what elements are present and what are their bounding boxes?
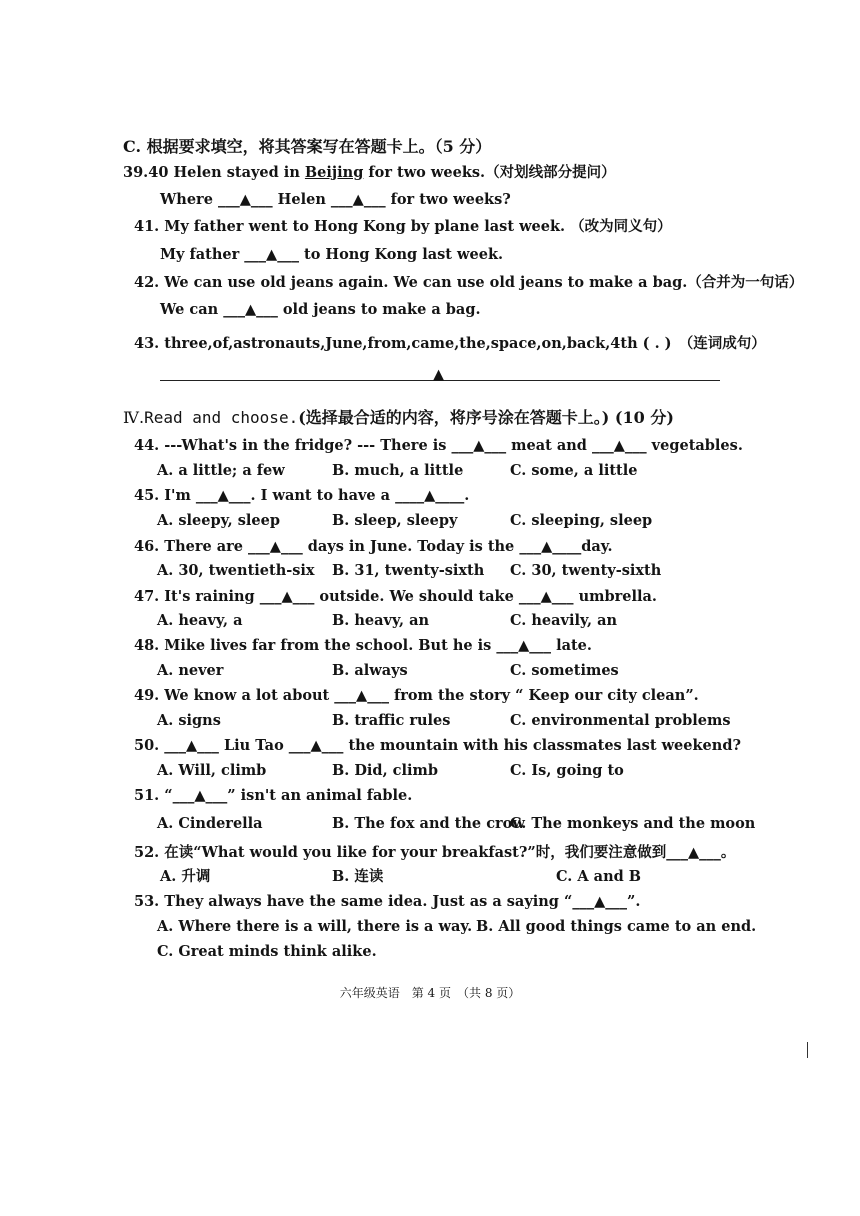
question-43: 43. three,of,astronauts,June,from,came,the,space,on,back,4th ( . ) （连词成句） xyxy=(134,335,766,352)
section-iv-title xyxy=(123,410,674,426)
answer-marker-43: ▲ xyxy=(433,366,445,383)
option-48-a: A. never xyxy=(157,662,224,679)
option-48-c: C. sometimes xyxy=(510,662,619,679)
option-44-a: A. a little; a few xyxy=(157,462,285,479)
page-footer: 六年级英语 第 4 页 （共 8 页） xyxy=(339,986,521,1000)
question-39-40 xyxy=(123,166,616,181)
question-text-post: for two weeks.（对划线部分提问） xyxy=(363,164,616,181)
option-47-b: B. heavy, an xyxy=(332,612,430,629)
option-47-a: A. heavy, a xyxy=(157,612,243,629)
scan-edge-mark xyxy=(807,1042,808,1058)
option-49-c: C. environmental problems xyxy=(510,712,731,729)
option-52-c: C. A and B xyxy=(556,868,642,885)
option-49-b: B. traffic rules xyxy=(332,712,451,729)
option-44-c: C. some, a little xyxy=(510,462,638,479)
question-41: 41. My father went to Hong Kong by plane last week. （改为同义句） xyxy=(134,218,672,235)
option-50-a: A. Will, climb xyxy=(157,762,267,779)
question-52: 52. 在读“What would you like for your breakfast?”时，我们要注意做到___▲___。 xyxy=(134,844,736,861)
question-text-pre: Helen stayed in xyxy=(173,164,305,181)
question-49: 49. We know a lot about ___▲___ from the story “ Keep our city clean”. xyxy=(134,687,699,704)
option-50-b: B. Did, climb xyxy=(332,762,438,779)
section-title-english: Read and choose. xyxy=(144,408,299,427)
question-53: 53. They always have the same idea. Just as a saying “___▲___”. xyxy=(134,893,641,910)
answer-line-42: We can ___▲___ old jeans to make a bag. xyxy=(160,301,481,318)
option-52-b: B. 连读 xyxy=(332,868,384,885)
question-51: 51. “___▲___” isn't an animal fable. xyxy=(134,787,413,804)
option-49-a: A. signs xyxy=(157,712,221,729)
section-c-title: C. 根据要求填空，将其答案写在答题卡上。（5 分） xyxy=(123,137,492,156)
option-48-b: B. always xyxy=(332,662,408,679)
option-51-b: B. The fox and the crow xyxy=(332,815,525,832)
option-47-c: C. heavily, an xyxy=(510,612,618,629)
question-44: 44. ---What's in the fridge? --- There is ___▲___ meat and ___▲___ vegetables. xyxy=(134,437,743,454)
question-42: 42. We can use old jeans again. We can use old jeans to make a bag.（合并为一句话） xyxy=(134,274,804,291)
option-45-a: A. sleepy, sleep xyxy=(157,512,281,529)
question-48: 48. Mike lives far from the school. But he is ___▲___ late. xyxy=(134,637,592,654)
option-51-a: A. Cinderella xyxy=(157,815,263,832)
option-45-b: B. sleep, sleepy xyxy=(332,512,458,529)
question-number: 39.40 xyxy=(123,164,169,181)
option-52-a: A. 升调 xyxy=(160,868,211,885)
option-46-c: C. 30, twenty-sixth xyxy=(510,562,662,579)
option-46-a: A. 30, twentieth-six xyxy=(157,562,315,579)
option-53-a: A. Where there is a will, there is a way. xyxy=(157,918,473,935)
question-46: 46. There are ___▲___ days in June. Today is the ___▲____day. xyxy=(134,538,613,555)
option-44-b: B. much, a little xyxy=(332,462,464,479)
option-50-c: C. Is, going to xyxy=(510,762,624,779)
question-47: 47. It's raining ___▲___ outside. We should take ___▲___ umbrella. xyxy=(134,588,657,605)
question-50: 50. ___▲___ Liu Tao ___▲___ the mountain with his classmates last weekend? xyxy=(134,737,741,754)
section-title-chinese: (选择最合适的内容，将序号涂在答题卡上。) (10 分) xyxy=(298,408,674,427)
question-45: 45. I'm ___▲___. I want to have a ____▲____. xyxy=(134,487,470,504)
section-numeral: Ⅳ. xyxy=(123,408,145,427)
underlined-word: Beijing xyxy=(304,164,364,181)
answer-line-39-40: Where ___▲___ Helen ___▲___ for two weeks? xyxy=(160,191,511,208)
answer-line-41: My father ___▲___ to Hong Kong last week. xyxy=(160,246,504,263)
option-53-c: C. Great minds think alike. xyxy=(157,943,377,960)
option-53-b: B. All good things came to an end. xyxy=(476,918,757,935)
option-46-b: B. 31, twenty-sixth xyxy=(332,562,485,579)
option-51-c: C. The monkeys and the moon xyxy=(510,815,756,832)
option-45-c: C. sleeping, sleep xyxy=(510,512,653,529)
